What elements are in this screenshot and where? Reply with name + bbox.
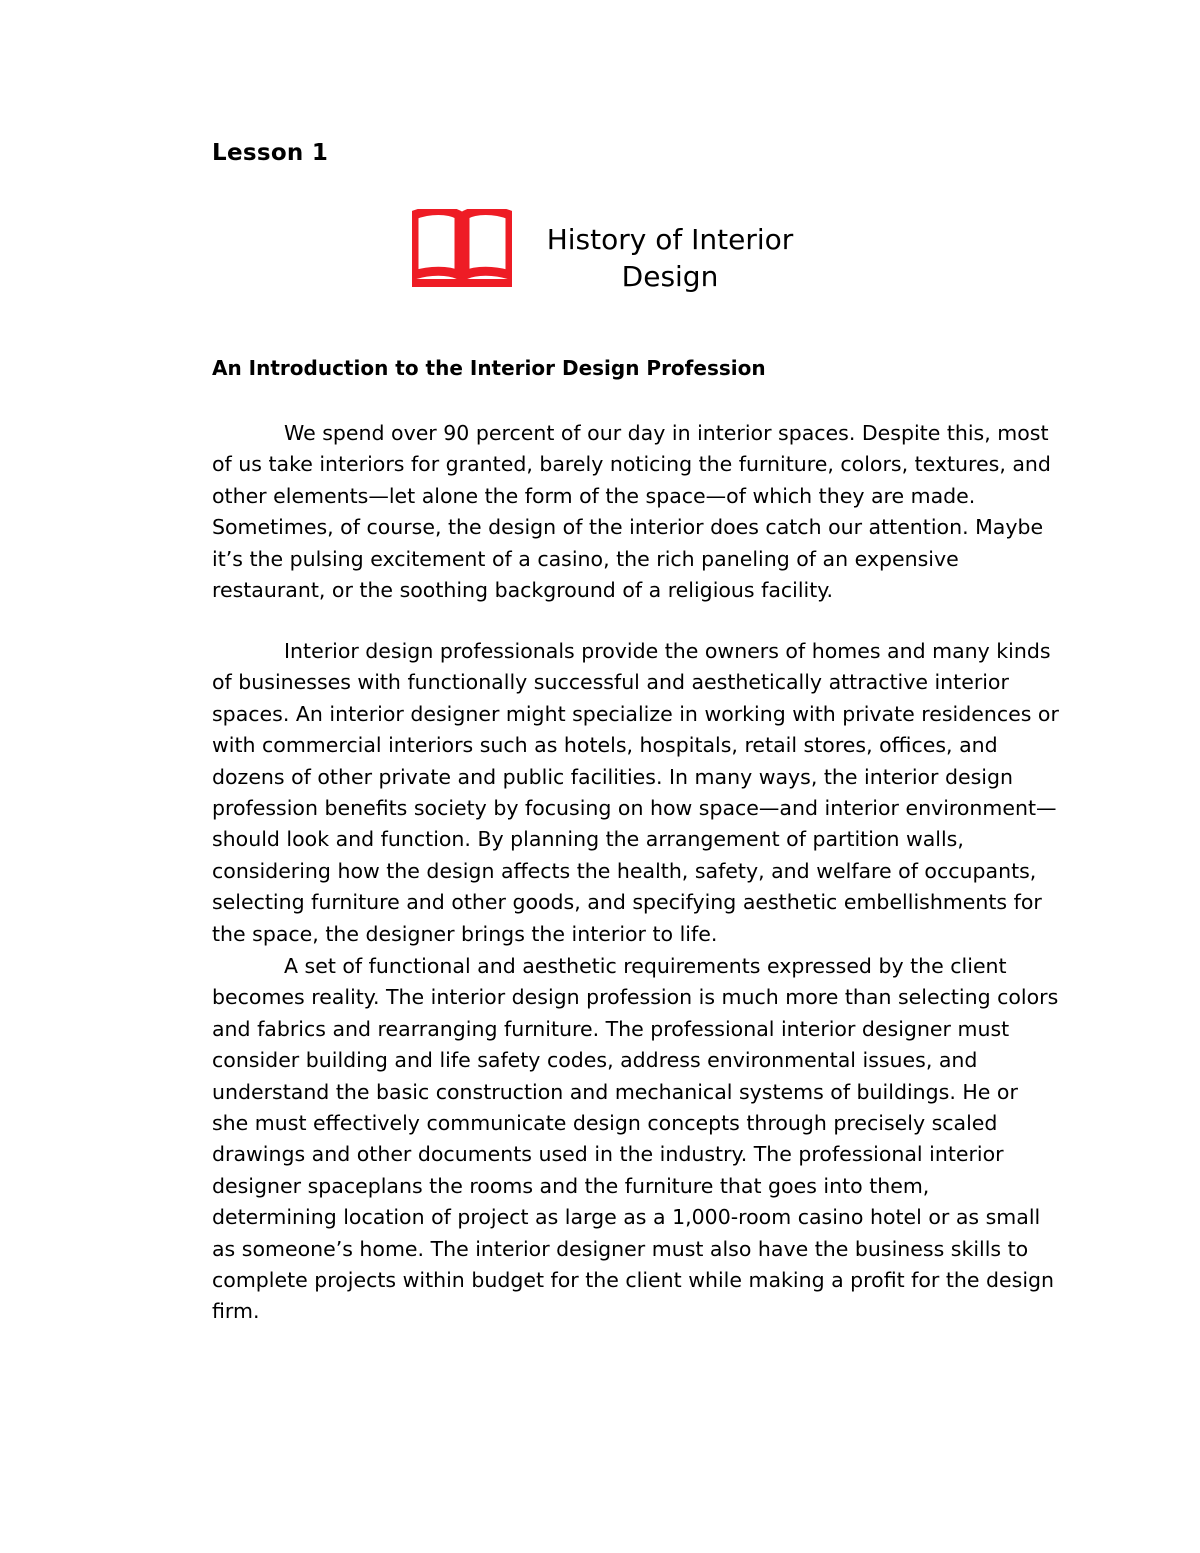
document-title xyxy=(520,221,820,295)
paragraph-2: Interior design professionals provide the owners of homes and many kinds of businesses with functionally successful and aesthetically attractive interior spaces. An interior designer might specialize in working with private residences or with commercial interiors such as hotels, hospitals, retail stores, offices, and dozens of other private and public facilities. In many ways, the interior design profession benefits society by focusing on how space—and interior environment—should look and function. By planning the arrangement of partition walls, considering how the design affects the health, safety, and welfare of occupants, selecting furniture and other goods, and specifying aesthetic embellishments for the space, the designer brings the interior to life. xyxy=(212,639,1059,946)
paragraph-1: We spend over 90 percent of our day in interior spaces. Despite this, most of us take interiors for granted, barely noticing the furniture, colors, textures, and other elements—let alone the form of the space—of which they are made. Sometimes, of course, the design of the interior does catch our attention. Maybe it’s the pulsing excitement of a casino, the rich paneling of an expensive restaurant, or the soothing background of a religious facility. xyxy=(212,421,1051,603)
book-right-page xyxy=(465,211,510,276)
title-line-1: History of Interior xyxy=(546,223,794,256)
book-left-page xyxy=(414,211,459,276)
section-heading: An Introduction to the Interior Design Profession xyxy=(212,356,766,380)
open-book-icon xyxy=(412,209,512,287)
lesson-label: Lesson 1 xyxy=(212,140,329,166)
paragraph-3: A set of functional and aesthetic requirements expressed by the client becomes reality. The interior design profession is much more than selecting colors and fabrics and rearranging furniture. The professional interior designer must consider building and life safety codes, address environmental issues, and understand the basic construction and mechanical systems of buildings. He or she must effectively communicate design concepts through precisely scaled drawings and other documents used in the industry. The professional interior designer spaceplans the rooms and the furniture that goes into them, determining location of project as large as a 1,000-room casino hotel or as small as someone’s home. The interior designer must also have the business skills to complete projects within budget for the client while making a profit for the design firm. xyxy=(212,954,1059,1324)
title-line-2: Design xyxy=(621,260,719,293)
